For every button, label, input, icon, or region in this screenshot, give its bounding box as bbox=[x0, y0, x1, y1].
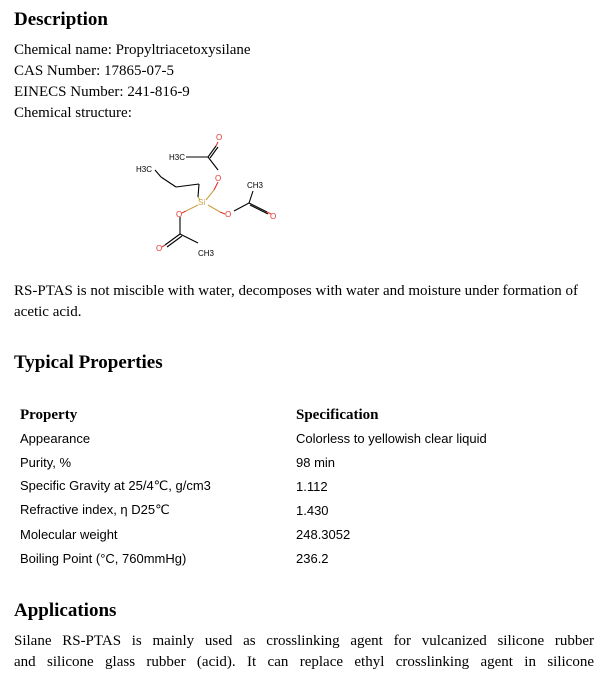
table-row bbox=[20, 546, 596, 570]
chemical-structure-diagram bbox=[128, 130, 288, 270]
structure-label: Chemical structure: bbox=[14, 105, 132, 121]
table-row bbox=[20, 522, 596, 546]
o-bottom-carbonyl: O bbox=[156, 244, 163, 253]
applications-heading: Applications bbox=[14, 600, 117, 621]
property-cell: Purity, % bbox=[20, 454, 72, 470]
table-row bbox=[20, 450, 596, 474]
o-right-ester: O bbox=[225, 210, 232, 219]
ch3-bottom-label: CH3 bbox=[198, 249, 215, 258]
property-cell: Appearance bbox=[20, 430, 91, 446]
column-header-property: Property bbox=[20, 406, 78, 423]
table-header-row bbox=[20, 404, 596, 426]
property-cell: Boiling Point (°C, 760mmHg) bbox=[20, 550, 187, 566]
specification-cell: 1.112 bbox=[296, 478, 328, 494]
specification-cell: 98 min bbox=[296, 454, 336, 470]
o-bottom-ester: O bbox=[176, 210, 183, 219]
specification-cell: 1.430 bbox=[296, 502, 329, 518]
property-cell: Specific Gravity at 25/4℃, g/cm3 bbox=[20, 478, 211, 493]
properties-table bbox=[20, 404, 596, 570]
applications-line-2: and silicone glass rubber (acid). It can replace ethyl crosslinking agent in silicone bbox=[14, 654, 594, 670]
applications-line-1: Silane RS-PTAS is mainly used as crosslinking agent for vulcanized silicone rubber bbox=[14, 633, 594, 649]
miscibility-note: RS-PTAS is not miscible with water, decomposes with water and moisture under formation of acetic acid. bbox=[14, 283, 578, 320]
o-top-carbonyl: O bbox=[216, 133, 223, 142]
einecs-number: EINECS Number: 241-816-9 bbox=[14, 84, 190, 100]
typical-properties-heading: Typical Properties bbox=[14, 352, 163, 373]
chemical-name: Chemical name: Propyltriacetoxysilane bbox=[14, 42, 251, 58]
specification-cell: 236.2 bbox=[296, 550, 329, 566]
specification-cell: 248.3052 bbox=[296, 526, 351, 542]
si-label: Si bbox=[198, 198, 206, 207]
property-cell: Molecular weight bbox=[20, 526, 118, 542]
description-heading: Description bbox=[14, 9, 108, 30]
table-row bbox=[20, 498, 596, 522]
h3c-top-label: H3C bbox=[169, 153, 186, 162]
h3c-left-label: H3C bbox=[136, 165, 153, 174]
column-header-specification: Specification bbox=[296, 406, 379, 423]
property-cell: Refractive index, η D25℃ bbox=[20, 502, 170, 517]
specification-cell: Colorless to yellowish clear liquid bbox=[296, 430, 487, 446]
o-top-ester: O bbox=[215, 174, 222, 183]
table-row bbox=[20, 474, 596, 498]
cas-number: CAS Number: 17865-07-5 bbox=[14, 63, 174, 79]
ch3-right-label: CH3 bbox=[247, 181, 264, 190]
o-right-carbonyl: O bbox=[270, 212, 277, 221]
table-row bbox=[20, 426, 596, 450]
